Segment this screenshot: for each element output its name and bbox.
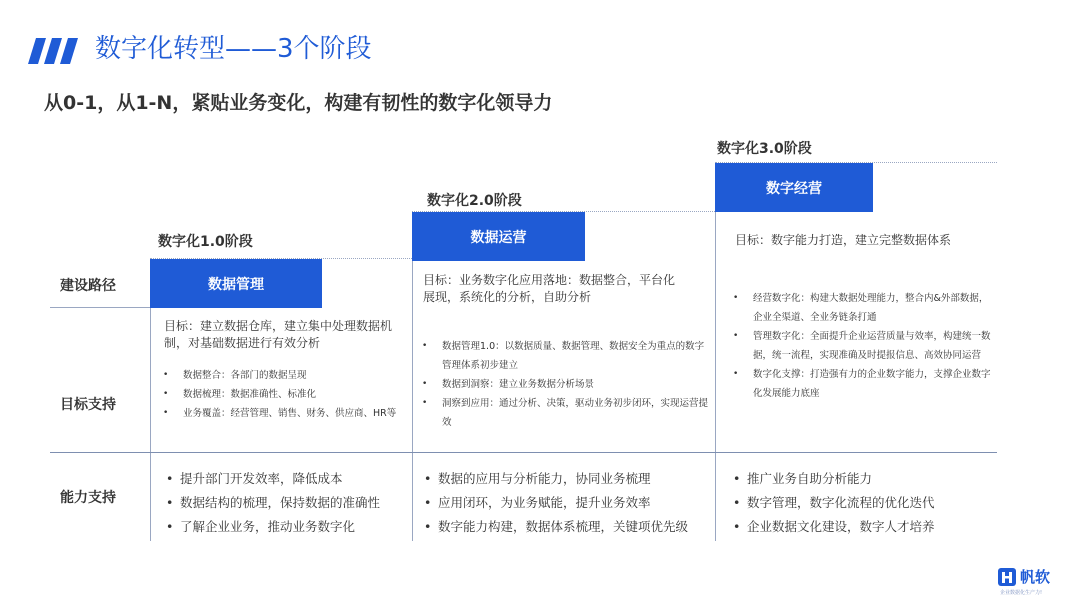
list-item: • 数据整合：各部门的数据呈现 bbox=[155, 366, 410, 385]
page-subtitle: 从0-1，从1-N，紧贴业务变化，构建有韧性的数字化领导力 bbox=[44, 92, 553, 114]
stage-3-label: 数字化3.0阶段 bbox=[717, 141, 812, 157]
list-item: • 数据到洞察：建立业务数据分析场景 bbox=[414, 375, 709, 394]
stage-3-box: 数字经营 bbox=[715, 163, 873, 212]
list-item: • 数据管理1.0：以数据质量、数据管理、数据安全为重点的数字管理体系初步建立 bbox=[414, 337, 709, 375]
stage-2-capability-list bbox=[418, 467, 688, 539]
stage-3-goal: 目标：数字能力打造，建立完整数据体系 bbox=[735, 233, 952, 247]
list-item: • 了解企业业务，推动业务数字化 bbox=[160, 515, 380, 539]
logo-mark-icon bbox=[998, 568, 1016, 586]
list-item: • 推广业务自助分析能力 bbox=[727, 467, 935, 491]
row-label-goal: 目标支持 bbox=[60, 397, 116, 413]
list-item: • 业务覆盖：经营管理、销售、财务、供应商、HR等 bbox=[155, 404, 410, 423]
stage-3-detail-list bbox=[725, 289, 997, 403]
list-item: • 提升部门开发效率，降低成本 bbox=[160, 467, 380, 491]
stage-1-goal: 目标：建立数据仓库，建立集中处理数据机制，对基础数据进行有效分析 bbox=[164, 319, 393, 350]
list-item: • 经营数字化：构建大数据处理能力，整合内&外部数据，企业全渠道、全业务链条打通 bbox=[725, 289, 997, 327]
column-divider-1 bbox=[150, 308, 151, 541]
stage-1-box: 数据管理 bbox=[150, 259, 322, 308]
stage-2-label: 数字化2.0阶段 bbox=[427, 193, 522, 209]
list-item: • 数字能力构建，数据体系梳理，关键项优先级 bbox=[418, 515, 688, 539]
list-item: • 企业数据文化建设，数字人才培养 bbox=[727, 515, 935, 539]
stage-2-detail-list bbox=[414, 337, 709, 432]
list-item: • 数据的应用与分析能力，协同业务梳理 bbox=[418, 467, 688, 491]
row-divider-goal bbox=[50, 452, 997, 453]
stage-1-label: 数字化1.0阶段 bbox=[158, 234, 253, 250]
list-item: • 应用闭环，为业务赋能，提升业务效率 bbox=[418, 491, 688, 515]
list-item: • 数字化支撑：打造强有力的企业数字能力，支撑企业数字化发展能力底座 bbox=[725, 365, 997, 403]
stage-3-capability-list bbox=[727, 467, 935, 539]
row-label-capability: 能力支持 bbox=[60, 490, 116, 506]
brand-logo bbox=[998, 566, 1060, 600]
stage-1-capability-list bbox=[160, 467, 380, 539]
list-item: • 数据梳理：数据准确性、标准化 bbox=[155, 385, 410, 404]
logo-tagline: 企业数据化生产力! bbox=[1000, 590, 1043, 596]
list-item: • 数字管理，数字化流程的优化迭代 bbox=[727, 491, 935, 515]
stage-2-goal: 目标：业务数字化应用落地：数据整合，平台化展现，系统化的分析，自助分析 bbox=[423, 273, 676, 304]
stage-2-box: 数据运营 bbox=[412, 212, 585, 261]
column-divider-3 bbox=[715, 212, 716, 541]
row-label-path: 建设路径 bbox=[60, 278, 116, 294]
list-item: • 管理数字化：全面提升企业运营质量与效率，构建统一数据，统一流程，实现准确及时提报信息、高效协同运营 bbox=[725, 327, 997, 365]
list-item: • 洞察到应用：通过分析、决策，驱动业务初步闭环，实现运营提效 bbox=[414, 394, 709, 432]
row-divider-path bbox=[50, 307, 150, 308]
title-slash-icon bbox=[28, 38, 78, 64]
list-item: • 数据结构的梳理，保持数据的准确性 bbox=[160, 491, 380, 515]
column-divider-2 bbox=[412, 261, 413, 541]
stage-1-detail-list bbox=[155, 366, 410, 423]
logo-name: 帆软 bbox=[1020, 568, 1051, 586]
page-title: 数字化转型——3个阶段 bbox=[95, 34, 372, 64]
